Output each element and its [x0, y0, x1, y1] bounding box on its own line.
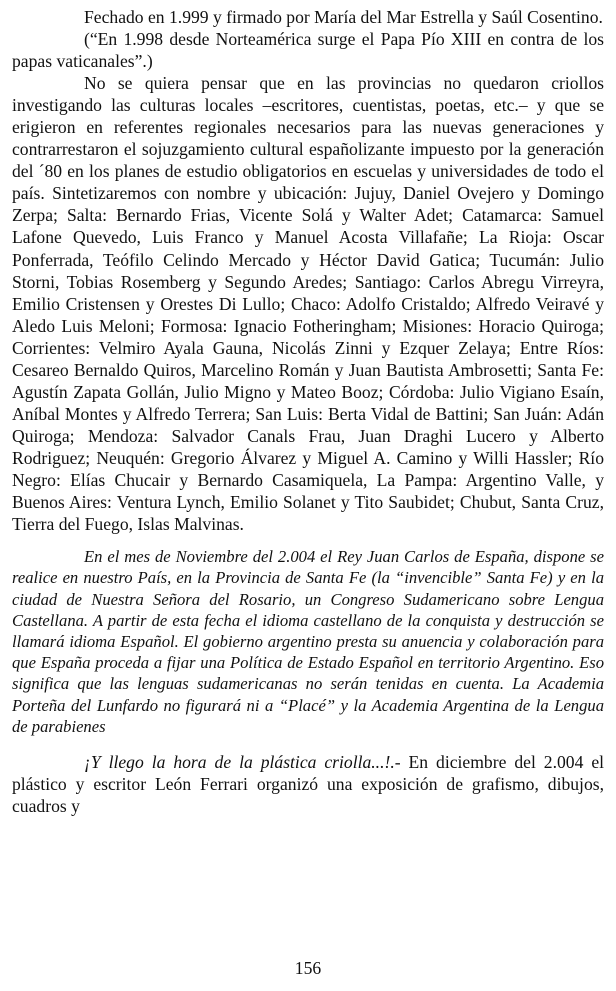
- plastica-criolla-text: En diciembre del 2.004 el plástico y escritor León Ferrari organizó una exposición de grafismo, dibujos, cuadros y: [12, 751, 605, 817]
- paragraph-papa-pio: (“En 1.998 desde Norteamérica surge el Papa Pío XIII en contra de los papas vaticanales”.): [12, 29, 604, 72]
- paragraph-dated-signed: Fechado en 1.999 y firmado por María del Mar Estrella y Saúl Cosentino.: [84, 7, 603, 27]
- page-body: [12, 6, 604, 817]
- paragraph-plastica-criolla: [12, 751, 604, 817]
- page-number: 156: [294, 958, 322, 978]
- paragraph-provincial-writers: No se quiera pensar que en las provincias no quedaron criollos investigando las culturas locales –escritores, cuentistas, poetas, etc.– y que se erigieron en referentes regionales necesarios para las nuevas generaciones y contrarrestaron el sojuzgamiento cultural españolizante impuesto por la generación del ´80 en los planes de estudio obligatorios en escuelas y universidades de todo el país. Sintetizaremos con nombre y ubicación: Jujuy, Daniel Ovejero y Domingo Zerpa; Salta: Bernardo Frias, Vicente Solá y Walter Adet; Catamarca: Samuel Lafone Quevedo, Luis Franco y Manuel Acosta Villafañe; La Rioja: Oscar Ponferrada, Teófilo Celindo Mercado y Héctor David Gatica; Tucumán: Julio Storni, Tobias Rosemberg y Segundo Aredes; Santiago: Carlos Abregu Virreyra, Emilio Cristensen y Orestes Di Lullo; Chaco: Adolfo Cristaldo; Alfredo Veiravé y Aledo Luis Meloni; Formosa: Ignacio Fotheringham; Misiones: Horacio Quiroga; Corrientes: Velmiro Ayala Gauna, Nicolás Zinni y Ezquer Zelaya; Entre Ríos: Cesareo Bernaldo Quiros, Marcelino Román y Juan Bautista Ambrosetti; Santa Fe: Agustín Zapata Gollán, Julio Migno y Mateo Booz; Córdoba: Julio Vigiano Esaín, Aníbal Montes y Alfredo Terrera; San Luis: Berta Vidal de Battini; San Juán: Adán Quiroga; Mendoza: Salvador Canals Frau, Juan Draghi Lucero y Alberto Rodriguez; Neuquén: Gregorio Álvarez y Miguel A. Camino y Willi Hassler; Río Negro: Elías Chucair y Bernardo Casamiquela, La Pampa: Argentino Valle, y Buenos Aires: Ventura Lynch, Emilio Solanet y Tito Saubidet; Chubut, Santa Cruz, Tierra del Fuego, Islas Malvinas.: [12, 73, 604, 535]
- paragraph-congreso-lengua: En el mes de Noviembre del 2.004 el Rey Juan Carlos de España, dispone se realice en nuestro País, en la Provincia de Santa Fe (la “invencible” Santa Fe) y en la ciudad de Nuestra Señora del Rosario, un Congreso Sudamericano sobre Lengua Castellana. A partir de esta fecha el idioma castellano de la conquista y destrucción se llamará idioma Español. El gobierno argentino presta su anuencia y colaboración para que España proceda a fijar una Política de Estado Español en territorio Argentino. Eso significa que las lenguas sudamericanas no serán tenidas en cuenta. La Academia Porteña del Lunfardo no figurará ni a “Placé” y la Academia Argentina de la Lengua de parabienes: [12, 547, 604, 736]
- plastica-criolla-heading: ¡Y llego la hora de la plástica criolla...!.-: [84, 751, 401, 772]
